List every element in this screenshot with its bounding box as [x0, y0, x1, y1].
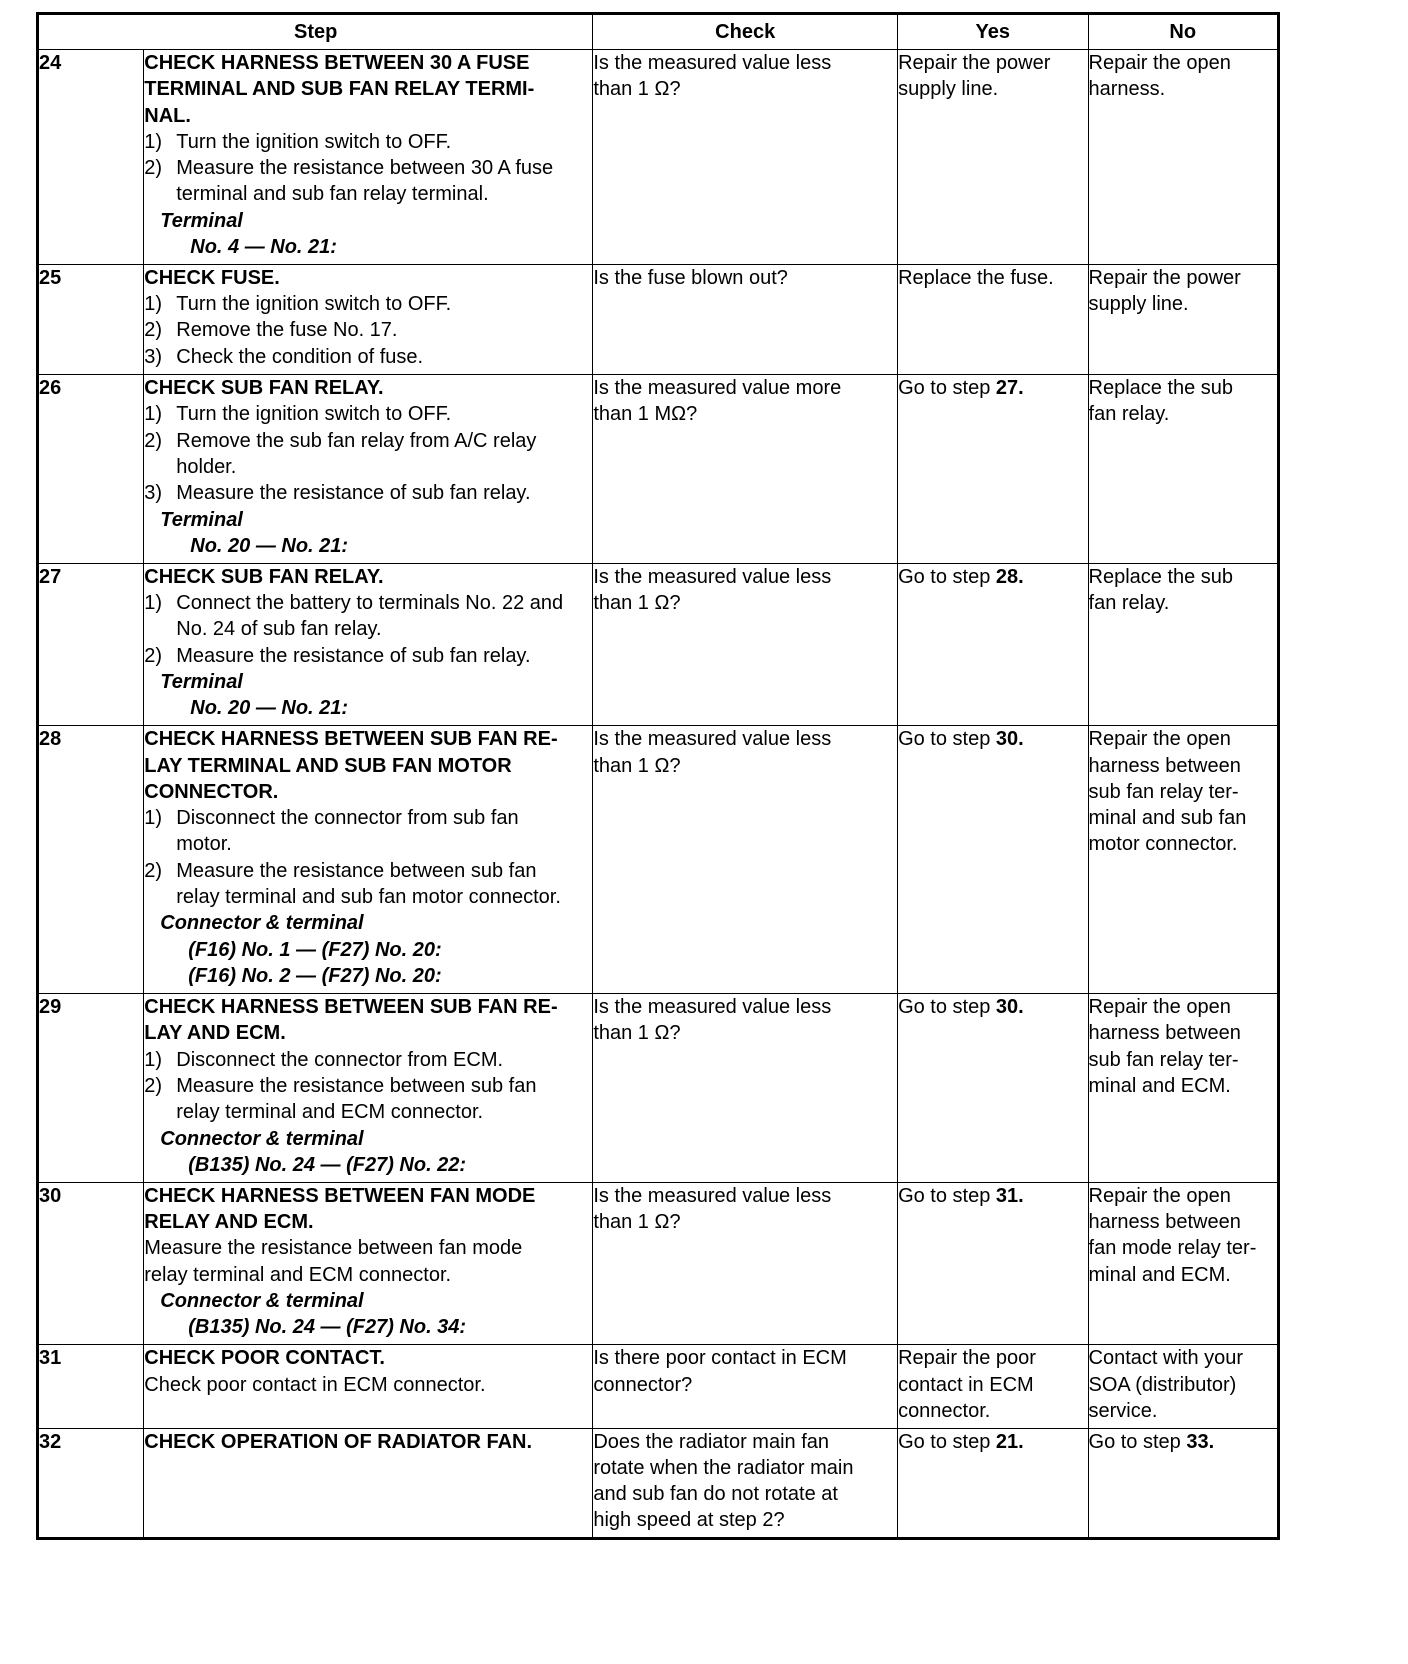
step-item: 1) Turn the ignition switch to OFF. [144, 403, 452, 426]
step-title: CHECK HARNESS BETWEEN SUB FAN RE- LAY TERMINAL AND SUB FAN MOTOR CONNECTOR. [144, 728, 558, 803]
step-description [144, 563, 593, 726]
step-text: Measure the resistance between fan mode relay terminal and ECM connector. [144, 1237, 523, 1286]
no-cell: Repair the open harness between sub fan relay ter- minal and ECM. [1088, 994, 1278, 1183]
step-item: 2) Measure the resistance between sub fan relay terminal and sub fan motor connector. [144, 859, 561, 909]
step-item: 2) Remove the sub fan relay from A/C relay holder. [144, 429, 537, 478]
spec-label: Terminal [160, 670, 243, 693]
step-item: 1) Disconnect the connector from sub fan motor. [144, 807, 519, 856]
table-row [38, 1345, 1279, 1428]
check-cell: Is there poor contact in ECM connector? [593, 1345, 898, 1428]
yes-cell: Go to step 31. [898, 1182, 1088, 1345]
header-step: Step [38, 14, 593, 50]
step-description [144, 1345, 593, 1428]
header-yes: Yes [898, 14, 1088, 50]
yes-cell: Go to step 30. [898, 994, 1088, 1183]
spec-value: (B135) No. 24 — (F27) No. 22: [188, 1153, 467, 1176]
header-row [38, 14, 1279, 50]
step-item: 3) Measure the resistance of sub fan relay. [144, 482, 531, 505]
table-row [38, 50, 1279, 265]
step-number: 26 [38, 375, 144, 564]
step-item: 1) Turn the ignition switch to OFF. [144, 293, 452, 316]
step-title: CHECK HARNESS BETWEEN FAN MODE RELAY AND ECM. [144, 1184, 536, 1234]
yes-cell: Go to step 28. [898, 563, 1088, 726]
header-no: No [1088, 14, 1278, 50]
table-row [38, 994, 1279, 1183]
table-row [38, 1428, 1279, 1538]
step-item: 1) Disconnect the connector from ECM. [144, 1048, 504, 1071]
step-description [144, 994, 593, 1183]
check-cell: Does the radiator main fan rotate when the radiator main and sub fan do not rotate at high speed at step 2? [593, 1428, 898, 1538]
step-title: CHECK SUB FAN RELAY. [144, 377, 384, 400]
step-text: Check poor contact in ECM connector. [144, 1373, 486, 1396]
spec-label: Terminal [160, 508, 243, 531]
step-title: CHECK HARNESS BETWEEN SUB FAN RE- LAY AND ECM. [144, 996, 558, 1045]
yes-cell: Repair the poor contact in ECM connector. [898, 1345, 1088, 1428]
step-item: 2) Measure the resistance between sub fan relay terminal and ECM connector. [144, 1075, 537, 1124]
step-title: CHECK OPERATION OF RADIATOR FAN. [144, 1430, 533, 1453]
check-cell: Is the measured value more than 1 MΩ? [593, 375, 898, 564]
no-cell: Repair the open harness. [1088, 50, 1278, 265]
table-row [38, 264, 1279, 374]
check-cell: Is the measured value less than 1 Ω? [593, 726, 898, 994]
diagnostic-table [36, 12, 1280, 1540]
no-cell: Repair the open harness between sub fan relay ter- minal and sub fan motor connector. [1088, 726, 1278, 994]
yes-cell: Go to step 30. [898, 726, 1088, 994]
spec-value: No. 4 — No. 21: [190, 236, 337, 259]
step-number: 29 [38, 994, 144, 1183]
spec-value: No. 20 — No. 21: [190, 534, 349, 557]
step-description [144, 1182, 593, 1345]
spec-value: (F16) No. 1 — (F27) No. 20: [188, 938, 442, 961]
yes-cell: Go to step 27. [898, 375, 1088, 564]
step-description [144, 264, 593, 374]
step-number: 32 [38, 1428, 144, 1538]
step-number: 28 [38, 726, 144, 994]
step-item: 2) Measure the resistance between 30 A fuse terminal and sub fan relay terminal. [144, 157, 554, 206]
step-number: 25 [38, 264, 144, 374]
check-cell: Is the measured value less than 1 Ω? [593, 50, 898, 265]
step-title: CHECK POOR CONTACT. [144, 1347, 385, 1370]
diagnostic-table-container [36, 12, 1280, 1540]
step-description [144, 726, 593, 994]
no-cell: Contact with your SOA (distributor) service. [1088, 1345, 1278, 1428]
step-number: 24 [38, 50, 144, 265]
table-row [38, 1182, 1279, 1345]
table-row [38, 726, 1279, 994]
spec-label: Connector & terminal [160, 1127, 364, 1150]
step-number: 30 [38, 1182, 144, 1345]
step-description [144, 1428, 593, 1538]
no-cell: Go to step 33. [1088, 1428, 1278, 1538]
check-cell: Is the measured value less than 1 Ω? [593, 1182, 898, 1345]
step-number: 27 [38, 563, 144, 726]
yes-cell: Go to step 21. [898, 1428, 1088, 1538]
spec-label: Terminal [160, 209, 243, 232]
yes-cell: Repair the power supply line. [898, 50, 1088, 265]
spec-label: Connector & terminal [160, 912, 364, 935]
step-title: CHECK FUSE. [144, 266, 280, 289]
step-item: 3) Check the condition of fuse. [144, 345, 424, 368]
no-cell: Replace the sub fan relay. [1088, 563, 1278, 726]
no-cell: Repair the power supply line. [1088, 264, 1278, 374]
step-number: 31 [38, 1345, 144, 1428]
no-cell: Replace the sub fan relay. [1088, 375, 1278, 564]
step-item: 1) Turn the ignition switch to OFF. [144, 130, 452, 153]
spec-value: No. 20 — No. 21: [190, 697, 349, 720]
no-cell: Repair the open harness between fan mode relay ter- minal and ECM. [1088, 1182, 1278, 1345]
step-item: 2) Remove the fuse No. 17. [144, 319, 398, 342]
step-item: 2) Measure the resistance of sub fan relay. [144, 644, 531, 667]
step-title: CHECK SUB FAN RELAY. [144, 565, 384, 588]
table-row [38, 375, 1279, 564]
table-row [38, 563, 1279, 726]
step-description [144, 50, 593, 265]
spec-label: Connector & terminal [160, 1289, 364, 1312]
step-item: 1) Connect the battery to terminals No. 22 and No. 24 of sub fan relay. [144, 592, 564, 641]
spec-value: (B135) No. 24 — (F27) No. 34: [188, 1316, 467, 1339]
yes-cell: Replace the fuse. [898, 264, 1088, 374]
step-title: CHECK HARNESS BETWEEN 30 A FUSE TERMINAL AND SUB FAN RELAY TERMI- NAL. [144, 52, 535, 127]
check-cell: Is the measured value less than 1 Ω? [593, 994, 898, 1183]
spec-value: (F16) No. 2 — (F27) No. 20: [188, 964, 442, 987]
step-description [144, 375, 593, 564]
check-cell: Is the measured value less than 1 Ω? [593, 563, 898, 726]
check-cell: Is the fuse blown out? [593, 264, 898, 374]
header-check: Check [593, 14, 898, 50]
